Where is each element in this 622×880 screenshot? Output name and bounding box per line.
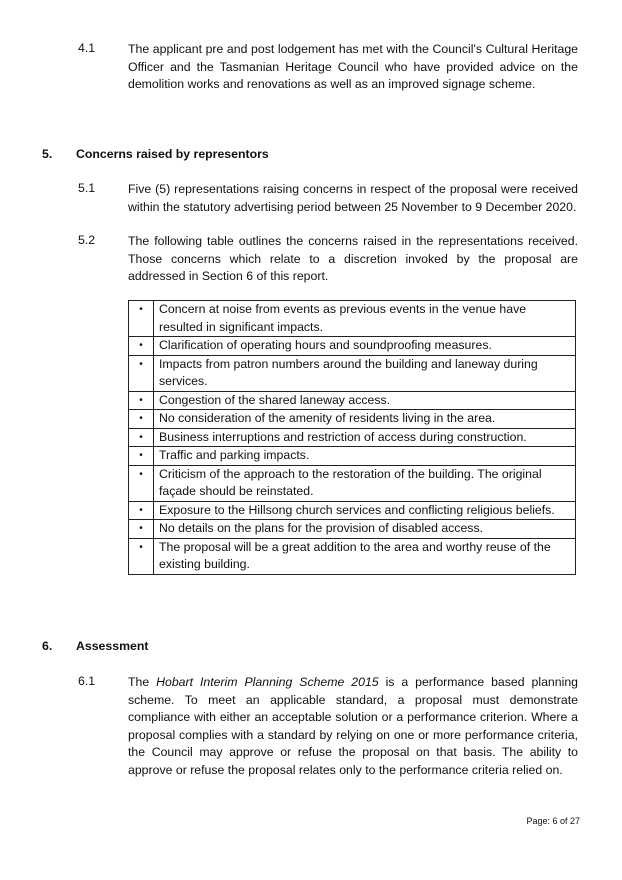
paragraph-number: 5.2	[78, 233, 96, 247]
paragraph-text: Five (5) representations raising concerns in respect of the proposal were received within the statutory advertising period between 25 November to 9 December 2020.	[128, 182, 578, 214]
paragraph-number: 5.1	[78, 181, 96, 195]
concern-text: Exposure to the Hillsong church services and conflicting religious beliefs.	[154, 501, 576, 520]
bullet: •	[129, 410, 154, 429]
concern-row	[129, 447, 576, 466]
concerns-table-body	[129, 301, 576, 575]
bullet: •	[129, 538, 154, 574]
text-before: The	[128, 675, 157, 689]
concern-row	[129, 391, 576, 410]
concern-row	[129, 465, 576, 501]
section-6-heading	[42, 639, 148, 653]
page-number: Page: 6 of 27	[526, 816, 580, 826]
concern-row	[129, 410, 576, 429]
concern-text: Criticism of the approach to the restoration of the building. The original façade should be reinstated.	[154, 465, 576, 501]
concerns-table	[128, 300, 576, 575]
concern-row	[129, 428, 576, 447]
section-number: 5.	[42, 147, 53, 161]
concern-row	[129, 520, 576, 539]
scheme-name: Hobart Interim Planning Scheme 2015	[156, 675, 379, 689]
text-after: is a performance based planning scheme. To meet an applicable standard, a proposal must demonstrate compliance with either an acceptable solution or a performance criterion. Where a proposal complies with a standard by relying on one or more performance criteria, the Council may approve or refuse the proposal on that basis. The ability to approve or refuse the proposal relates only to the performance criteria relied on.	[128, 675, 579, 777]
bullet: •	[129, 355, 154, 391]
concern-text: Impacts from patron numbers around the building and laneway during services.	[154, 355, 576, 391]
concern-row	[129, 301, 576, 337]
concern-row	[129, 355, 576, 391]
bullet: •	[129, 520, 154, 539]
bullet: •	[129, 337, 154, 356]
concern-text: No consideration of the amenity of residents living in the area.	[154, 410, 576, 429]
concern-row	[129, 501, 576, 520]
paragraph-text: The applicant pre and post lodgement has met with the Council's Cultural Heritage Officer and the Tasmanian Heritage Council who have provided advice on the demolition works and renovations as well as an improved signage scheme.	[128, 42, 578, 91]
bullet: •	[129, 428, 154, 447]
section-5-heading	[42, 147, 269, 161]
concern-text: Congestion of the shared laneway access.	[154, 391, 576, 410]
concern-row	[129, 337, 576, 356]
concern-text: Business interruptions and restriction of access during construction.	[154, 428, 576, 447]
section-title: Concerns raised by representors	[76, 147, 269, 161]
paragraph-text: The following table outlines the concerns raised in the representations received. Those concerns which relate to a discretion invoked by the proposal are addressed in Section 6 of this report.	[128, 234, 578, 283]
paragraph-number: 6.1	[78, 674, 96, 688]
paragraph-number: 4.1	[78, 41, 96, 55]
concern-text: Traffic and parking impacts.	[154, 447, 576, 466]
bullet: •	[129, 447, 154, 466]
bullet: •	[129, 301, 154, 337]
concern-text: No details on the plans for the provision of disabled access.	[154, 520, 576, 539]
section-title: Assessment	[76, 639, 149, 653]
section-number: 6.	[42, 639, 53, 653]
paragraph-text	[128, 674, 578, 779]
bullet: •	[129, 391, 154, 410]
bullet: •	[129, 501, 154, 520]
concern-text: Concern at noise from events as previous events in the venue have resulted in significant impacts.	[154, 301, 576, 337]
concern-text: The proposal will be a great addition to the area and worthy reuse of the existing building.	[154, 538, 576, 574]
concern-row	[129, 538, 576, 574]
bullet: •	[129, 465, 154, 501]
concern-text: Clarification of operating hours and soundproofing measures.	[154, 337, 576, 356]
